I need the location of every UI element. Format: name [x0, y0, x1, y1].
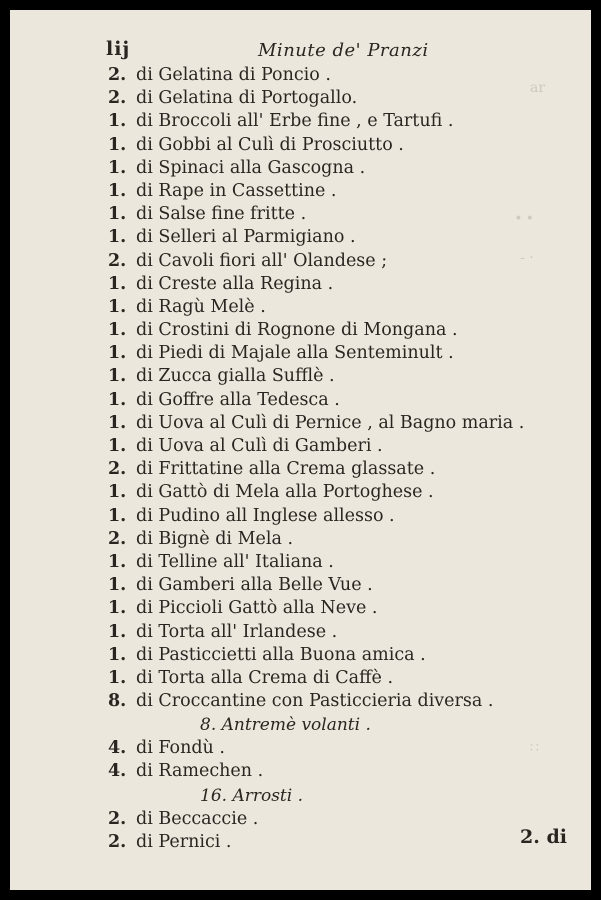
menu-entry — [108, 551, 578, 574]
entry-dish: di Rape in Cassettine . — [136, 180, 337, 201]
entry-quantity: 1. — [108, 621, 127, 642]
show-through-mark: - · — [520, 250, 534, 266]
entry-quantity: 2. — [108, 831, 127, 852]
menu-entry — [108, 110, 578, 133]
menu-entry — [108, 597, 578, 620]
menu-entry — [108, 273, 578, 296]
entry-dish: di Uova al Culì di Pernice , al Bagno maria . — [136, 412, 525, 433]
entry-quantity: 2. — [108, 250, 127, 271]
section-heading-entremets: 8. Antremè volanti . — [200, 715, 371, 736]
entry-dish: di Spinaci alla Gascogna . — [136, 157, 366, 178]
entry-quantity: 1. — [108, 180, 127, 201]
entry-dish: di Pasticcietti alla Buona amica . — [136, 644, 426, 665]
entry-dish: di Telline all' Italiana . — [136, 551, 334, 572]
entry-quantity: 2. — [108, 808, 127, 829]
entry-quantity: 1. — [108, 482, 127, 503]
entry-dish: di Gelatina di Portogallo. — [136, 88, 358, 109]
entry-quantity: 2. — [108, 88, 127, 109]
entry-quantity: 1. — [108, 343, 127, 364]
entry-quantity: 1. — [108, 157, 127, 178]
entry-quantity: 2. — [108, 528, 127, 549]
entry-dish: di Uova al Culì di Gamberi . — [136, 436, 383, 456]
show-through-mark: ∷ — [530, 740, 539, 756]
entry-quantity: 4. — [108, 761, 127, 782]
show-through-mark: ∙ ∙ — [515, 210, 534, 226]
menu-entry — [108, 621, 578, 644]
entry-dish: di Piedi di Majale alla Senteminult . — [136, 343, 454, 364]
entry-quantity: 1. — [108, 505, 127, 526]
entry-dish: di Gamberi alla Belle Vue . — [136, 575, 373, 596]
entry-dish: di Gattò di Mela alla Portoghese . — [136, 482, 434, 503]
entry-quantity: 1. — [108, 366, 127, 387]
entry-dish: di Zucca gialla Sufflè . — [136, 366, 335, 387]
page-header — [10, 38, 591, 66]
menu-entry — [108, 134, 578, 157]
menu-entry — [108, 690, 578, 713]
entry-quantity: 1. — [108, 412, 127, 433]
menu-entry — [108, 319, 578, 342]
menu-entry — [108, 87, 578, 110]
menu-entry — [108, 808, 578, 831]
entry-quantity: 1. — [108, 575, 127, 596]
menu-entry — [108, 64, 578, 87]
entry-quantity: 1. — [108, 551, 127, 572]
menu-entry — [108, 389, 578, 412]
entry-dish: di Salse fine fritte . — [136, 204, 307, 225]
entry-quantity: 2. — [108, 459, 127, 480]
entry-dish: di Gelatina di Poncio . — [136, 65, 331, 85]
menu-entry — [108, 574, 578, 597]
menu-entry — [108, 157, 578, 180]
menu-list — [108, 64, 578, 854]
menu-entry — [108, 180, 578, 203]
entry-quantity: 1. — [108, 644, 127, 665]
entry-dish: di Pudino all Inglese allesso . — [136, 505, 395, 526]
entry-quantity: 1. — [108, 598, 127, 619]
entry-dish: di Bignè di Mela . — [136, 528, 294, 549]
entry-dish: di Piccioli Gattò alla Neve . — [136, 598, 378, 619]
entry-quantity: 1. — [108, 273, 127, 294]
entry-quantity: 1. — [108, 389, 127, 410]
menu-entry — [108, 250, 578, 273]
entry-quantity: 1. — [108, 320, 127, 341]
menu-entry — [108, 435, 578, 458]
entry-dish: di Cavoli fiori all' Olandese ; — [136, 250, 388, 271]
entry-quantity: 8. — [108, 691, 127, 712]
entry-dish: di Pernici . — [136, 831, 232, 852]
entry-dish: di Croccantine con Pasticcieria diversa . — [136, 691, 494, 712]
entry-quantity: 1. — [108, 227, 127, 248]
menu-entry — [108, 760, 578, 783]
section-heading-roasts: 16. Arrosti . — [200, 785, 304, 806]
entry-quantity: 1. — [108, 134, 127, 155]
menu-entry — [108, 412, 578, 435]
running-title: Minute de' Pranzi — [258, 40, 429, 61]
entry-quantity: 4. — [108, 738, 127, 759]
entry-dish: di Torta alla Crema di Caffè . — [136, 667, 394, 688]
entry-dish: di Goffre alla Tedesca . — [136, 389, 340, 410]
entry-quantity: 1. — [108, 204, 127, 225]
folio-number: lij — [106, 38, 131, 60]
entry-dish: di Frittatine alla Crema glassate . — [136, 459, 436, 480]
entry-quantity: 1. — [108, 667, 127, 688]
book-page — [10, 10, 591, 890]
menu-entry — [108, 644, 578, 667]
entry-dish: di Beccaccie . — [136, 808, 259, 829]
entry-dish: di Crostini di Rognone di Mongana . — [136, 320, 458, 341]
menu-entry — [108, 831, 578, 854]
show-through-mark: ar — [530, 80, 546, 96]
menu-entry — [108, 505, 578, 528]
menu-entry — [108, 458, 578, 481]
entry-dish: di Torta all' Irlandese . — [136, 621, 338, 642]
entry-quantity: 2. — [108, 65, 127, 85]
menu-entry — [108, 528, 578, 551]
menu-entry — [108, 342, 578, 365]
entry-dish: di Selleri al Parmigiano . — [136, 227, 356, 248]
entry-dish: di Ragù Melè . — [136, 296, 266, 317]
entry-dish: di Creste alla Regina . — [136, 273, 334, 294]
menu-entry — [108, 203, 578, 226]
entry-dish: di Gobbi al Culì di Prosciutto . — [136, 134, 404, 155]
menu-entry — [108, 226, 578, 249]
entry-quantity: 1. — [108, 436, 127, 456]
menu-entry — [108, 365, 578, 388]
entry-quantity: 1. — [108, 111, 127, 132]
entry-dish: di Ramechen . — [136, 761, 264, 782]
menu-entry — [108, 481, 578, 504]
menu-entry — [108, 737, 578, 760]
menu-entry — [108, 296, 578, 319]
entry-quantity: 1. — [108, 296, 127, 317]
menu-entry — [108, 667, 578, 690]
entry-dish: di Broccoli all' Erbe fine , e Tartufi . — [136, 111, 454, 132]
entry-dish: di Fondù . — [136, 738, 225, 759]
catchword: 2. di — [520, 826, 567, 848]
